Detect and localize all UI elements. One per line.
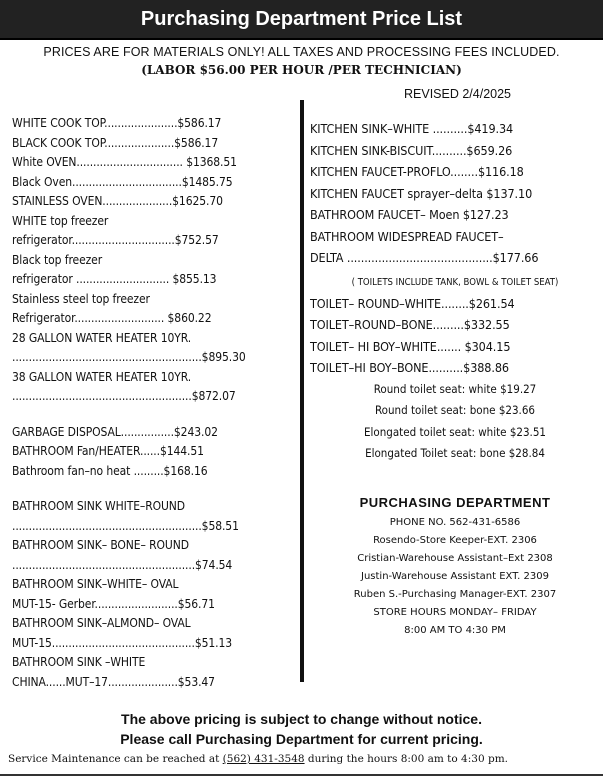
bathroom-sink-list xyxy=(12,497,296,692)
list-item: KITCHEN SINK–WHITE ..........$419.34 xyxy=(310,121,514,136)
toilet-list xyxy=(310,293,600,379)
list-item: STAINLESS OVEN.....................$1625.70 xyxy=(12,194,223,208)
contact-line: Justin-Warehouse Assistant EXT. 2309 xyxy=(361,570,549,582)
contact-line: Cristian-Warehouse Assistant–Ext 2308 xyxy=(357,552,553,564)
department-title: PURCHASING DEPARTMENT xyxy=(359,494,551,510)
list-item: BATHROOM SINK–ALMOND– OVAL xyxy=(12,616,191,630)
list-item: .........................................................$58.51 xyxy=(12,518,239,533)
list-item: BATHROOM SINK –WHITE xyxy=(12,655,146,669)
list-item: DELTA ..........................................$177.66 xyxy=(310,250,539,265)
list-item: ......................................................$872.07 xyxy=(12,389,236,403)
list-item: MUT-15- Gerber.........................$56.71 xyxy=(12,596,215,611)
list-item: refrigerator...............................$752.57 xyxy=(12,233,219,247)
list-item: BATHROOM WIDESPREAD FAUCET– xyxy=(310,228,504,244)
disposal-fan-list xyxy=(12,423,296,482)
list-item: 28 GALLON WATER HEATER 10YR. xyxy=(12,330,192,345)
list-item: Round toilet seat: bone $23.66 xyxy=(374,403,536,417)
column-divider xyxy=(300,100,304,682)
list-item: Bathroom fan–no heat .........$168.16 xyxy=(12,463,208,478)
list-item: Elongated toilet seat: white $23.51 xyxy=(363,424,547,439)
store-hours-time: 8:00 AM TO 4:30 PM xyxy=(404,624,506,636)
list-item: BATHROOM SINK– BONE– ROUND xyxy=(12,538,189,552)
service-maintenance-note xyxy=(8,753,598,765)
department-phone: PHONE NO. 562-431-6586 xyxy=(389,516,521,528)
list-item: GARBAGE DISPOSAL................$243.02 xyxy=(12,424,218,439)
list-item: CHINA......MUT–17.....................$53.47 xyxy=(12,674,215,689)
list-item: Black top freezer xyxy=(12,252,103,267)
list-item: TOILET– ROUND–WHITE........$261.54 xyxy=(310,295,515,311)
kitchen-bath-fixtures-list xyxy=(310,118,600,269)
pricing-contact-note: Please call Purchasing Department for current pricing. xyxy=(120,731,483,747)
toilet-seat-list xyxy=(310,379,600,465)
right-price-column xyxy=(310,118,600,640)
list-item: KITCHEN FAUCET sprayer–delta $137.10 xyxy=(310,185,533,201)
labor-notice: (LABOR $56.00 PER HOUR /PER TECHNICIAN) xyxy=(141,63,462,77)
list-item: TOILET– HI BOY–WHITE....... $304.15 xyxy=(310,338,511,354)
contact-line: Rosendo-Store Keeper-EXT. 2306 xyxy=(373,534,537,546)
materials-notice: PRICES ARE FOR MATERIALS ONLY! ALL TAXES AND PROCESSING FEES INCLUDED. xyxy=(43,45,560,59)
bottom-border xyxy=(0,774,603,776)
list-item: MUT-15...........................................$51.13 xyxy=(12,635,232,650)
list-item: BLACK COOK TOP.....................$586.17 xyxy=(12,135,219,150)
page-title: Purchasing Department Price List xyxy=(0,0,603,40)
pricing-disclaimer: The above pricing is subject to change without notice. xyxy=(121,711,482,727)
list-item: Stainless steel top freezer xyxy=(12,291,150,306)
list-item: White OVEN................................ $1368.51 xyxy=(12,155,237,169)
store-hours-label: STORE HOURS MONDAY– FRIDAY xyxy=(373,606,537,618)
list-item: BATHROOM Fan/HEATER......$144.51 xyxy=(12,444,204,458)
toilet-note: ( TOILETS INCLUDE TANK, BOWL & TOILET SEAT) xyxy=(351,276,559,288)
list-item: Round toilet seat: white $19.27 xyxy=(373,381,537,396)
list-item: Black Oven.................................$1485.75 xyxy=(12,174,233,189)
list-item: .........................................................$895.30 xyxy=(12,350,246,364)
list-item: BATHROOM SINK WHITE–ROUND xyxy=(12,499,186,513)
contact-line: Ruben S.-Purchasing Manager-EXT. 2307 xyxy=(353,588,557,600)
list-item: Elongated Toilet seat: bone $28.84 xyxy=(365,446,545,460)
list-item: .......................................................$74.54 xyxy=(12,557,233,572)
appliance-list xyxy=(12,114,296,407)
list-item: BATHROOM FAUCET– Moen $127.23 xyxy=(310,207,509,222)
list-item: 38 GALLON WATER HEATER 10YR. xyxy=(12,369,192,384)
list-item: Refrigerator........................... $860.22 xyxy=(12,311,212,325)
revised-date: REVISED 2/4/2025 xyxy=(404,87,512,101)
service-phone-link[interactable]: (562) 431-3548 xyxy=(222,753,305,765)
service-suffix: during the hours 8:00 am to 4:30 pm. xyxy=(304,753,508,765)
service-prefix: Service Maintenance can be reached at xyxy=(8,753,223,765)
list-item: TOILET–ROUND–BONE.........$332.55 xyxy=(310,317,510,332)
department-contacts xyxy=(310,514,600,640)
list-item: WHITE top freezer xyxy=(12,213,109,228)
list-item: WHITE COOK TOP......................$586.17 xyxy=(12,116,222,130)
left-price-column xyxy=(12,114,296,692)
list-item: KITCHEN FAUCET-PROFLO........$116.18 xyxy=(310,164,524,179)
list-item: BATHROOM SINK–WHITE– OVAL xyxy=(12,577,179,591)
list-item: refrigerator ............................ $855.13 xyxy=(12,272,217,286)
list-item: KITCHEN SINK-BISCUIT..........$659.26 xyxy=(310,142,513,158)
list-item: TOILET–HI BOY–BONE..........$388.86 xyxy=(310,360,509,375)
